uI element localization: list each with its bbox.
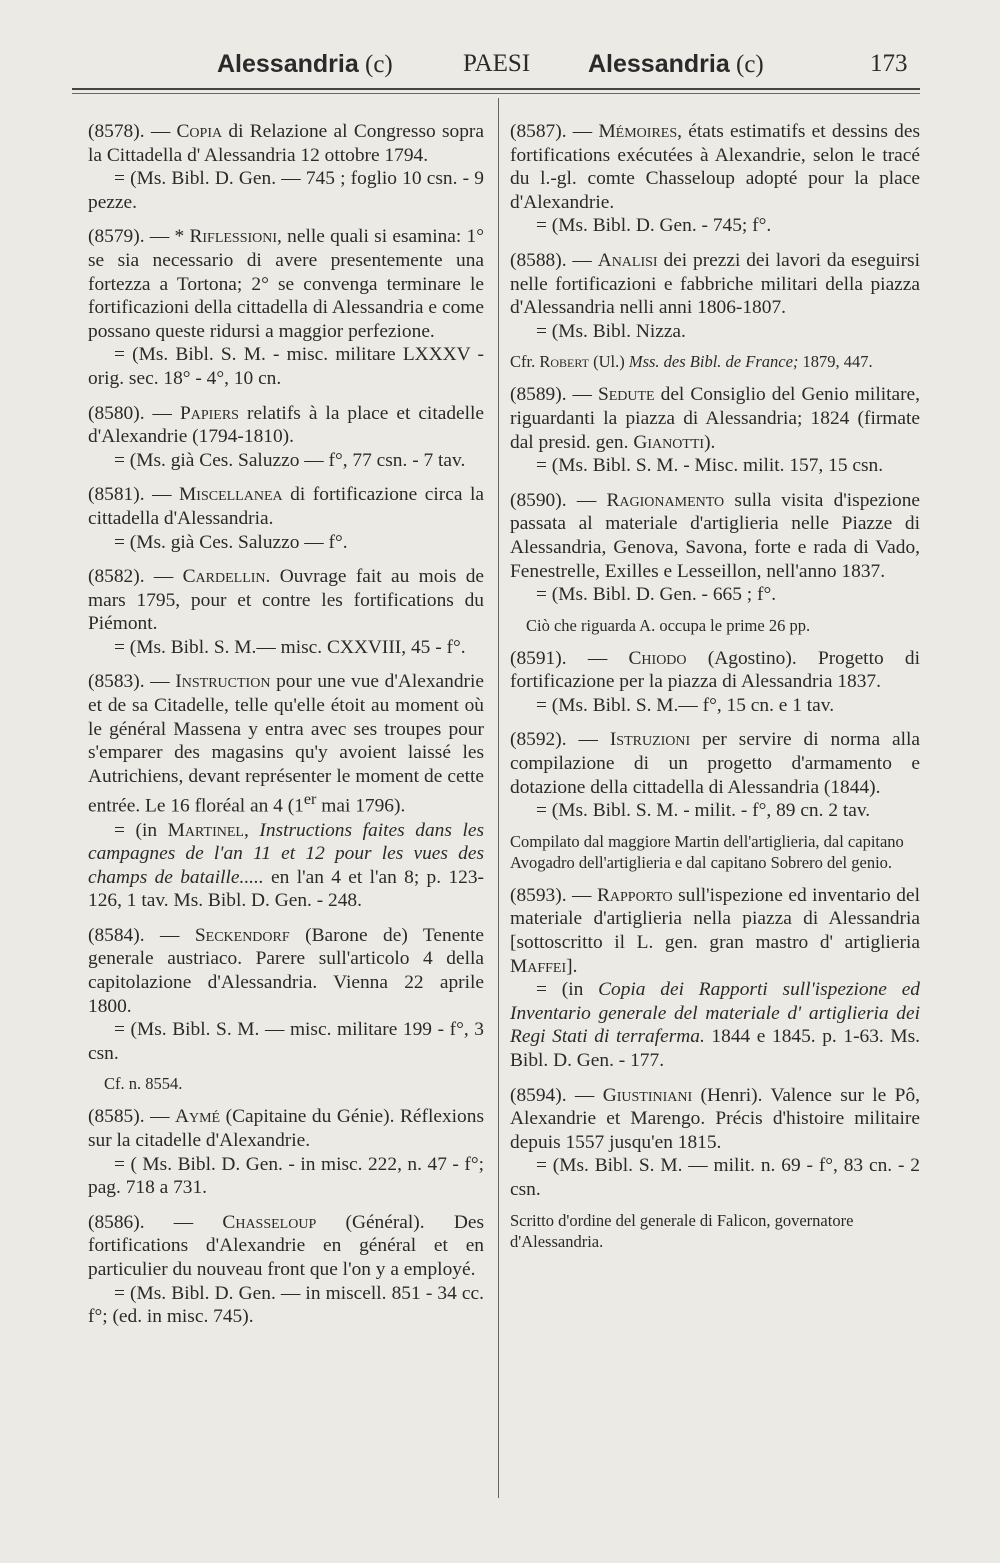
entry-source: = (Ms. già Ces. Saluzzo — f°, 77 csn. - 7 tav. bbox=[114, 449, 466, 471]
entry-source: = (Ms. Bibl. S. M. - milit. - f°, 89 cn. 2 tav. bbox=[536, 800, 871, 822]
entry-source: = (Ms. Bibl. D. Gen. — in miscell. 851 - 34 cc. f°; (ed. in misc. 745). bbox=[88, 1282, 484, 1328]
entry-keyword: Cardellin bbox=[182, 566, 266, 588]
entry-8593: (8593). — Rapporto sull'ispezione ed inventario del materiale d'artiglieria nella piazza di Alessandria [sottoscritto il L. gen. gran mastro d' artiglieria Maffei]. = (in Copia dei Rapporti sull'ispezione ed Inventario generale del materiale d' artiglieria dei Regi Stati di terraferma. 1844 e 1845. p. 1-63. Ms. Bibl. D. Gen. - 177. bbox=[510, 884, 920, 1071]
entry-8582: (8582). — Cardellin. Ouvrage fait au mois de mars 1795, pour et contre les fortifications du Piémont. = (Ms. Bibl. S. M.— misc. CXXVIII, 45 - f°. bbox=[88, 566, 485, 658]
header-center: PAESI bbox=[463, 50, 531, 77]
entry-text: relatifs à la place et citadelle d'Alexandrie (1794-1810). bbox=[88, 402, 484, 448]
entry-source: = ( Ms. Bibl. D. Gen. - in misc. 222, n. 47 - f°; pag. 718 a 731. bbox=[88, 1153, 484, 1199]
entry-8578: (8578). — Copia di Relazione al Congresso sopra la Cittadella d' Alessandria 12 ottobre 1794. = (Ms. Bibl. D. Gen. — 745 ; foglio 10 csn. - 9 pezze. bbox=[88, 121, 484, 213]
entry-keyword: Miscellanea bbox=[179, 484, 283, 506]
entry-8581: (8581). — Miscellanea di fortificazione circa la cittadella d'Alessandria. = (Ms. già Ces. Saluzzo — f°. bbox=[88, 484, 484, 553]
entry-text: , états estimatifs et dessins des fortifications exécutées à Alexandrie, selon le tracé du l.-gl. comte Chasseloup adopté pour la place d'Alexandrie. bbox=[510, 121, 920, 213]
entry-source: = (Ms. Bibl. S. M. — milit. n. 69 - f°, 83 cn. - 2 csn. bbox=[510, 1155, 920, 1200]
column-divider bbox=[498, 98, 499, 1498]
entry-text: di Relazione al Congresso sopra la Cittadella d' Alessandria 12 ottobre 1794. bbox=[88, 121, 484, 166]
entry-number: (8587). bbox=[510, 121, 567, 142]
source-title: Mss. des Bibl. de France; bbox=[628, 352, 799, 372]
entry-text: . Ouvrage fait au mois de mars 1795, pour et contre les fortifications du Piémont. bbox=[88, 566, 485, 635]
entry-number: (8588). bbox=[510, 249, 567, 271]
entry-keyword: Aymé bbox=[175, 1106, 221, 1128]
header-left-suffix: (c) bbox=[365, 51, 393, 78]
entry-8584: (8584). — Seckendorf (Barone de) Tenente generale austriaco. Parere sull'articolo 4 della capitolazione d'Alessandria. Vienna 22 aprile 1800. = (Ms. Bibl. S. M. — misc. militare 199 - f°, 3 csn. bbox=[88, 924, 484, 1064]
entry-text: dei prezzi dei lavori da eseguirsi nelle fortificazioni e fabbriche militari della piazza d'Alessandria nelli anni 1806-1807. bbox=[510, 249, 920, 319]
entry-note: Cf. n. 8554. bbox=[104, 1074, 183, 1094]
header-left bbox=[217, 50, 393, 79]
entry-8587: (8587). — Mémoires, états estimatifs et dessins des fortifications exécutées à Alexandrie, selon le tracé du l.-gl. comte Chasseloup adopté pour la place d'Alexandrie. = (Ms. Bibl. D. Gen. - 745; f°. bbox=[510, 121, 920, 237]
source-title: Copia dei Rapporti sull'ispezione ed Inventario generale del materiale d' artiglieria dei Regi Stati di terraferma. bbox=[510, 979, 920, 1048]
author-name: Robert bbox=[539, 352, 589, 372]
entry-8590: (8590). — Ragionamento sulla visita d'ispezione passata al materiale d'artiglieria nelle Piazze di Alessandria, Genova, Savona, forte e rada di Vado, Fenestrelle, Exilles e Lesseillon, nell'anno 1837. = (Ms. Bibl. D. Gen. - 665 ; f°. bbox=[510, 489, 921, 606]
entry-text: pour une vue d'Alexandrie et de sa Citadelle, telle qu'elle étoit au moment où le général Massena y entra avec ses troupes pour s'emparer des magasins qu'y avoient laissé les Autrichiens, devant représenter le moment de cette entrée. Le 16 floréal an 4 (1 bbox=[88, 671, 484, 817]
entry-number: (8585). bbox=[88, 1106, 145, 1128]
entry-text: , nelle quali si esamina: 1° se sia necessario di avere presentemente una fortezza a Tortona; 2° se convenga terminare le fortificazioni della cittadella di Alessandria e come possano queste ridursi a maggior perfezione. bbox=[88, 226, 484, 342]
entry-keyword: Mémoires bbox=[598, 121, 678, 142]
right-column bbox=[510, 120, 920, 1263]
entry-8579: (8579). — * Riflessioni, nelle quali si esamina: 1° se sia necessario di avere presentemente una fortezza a Tortona; 2° se convenga terminare le fortificazioni della cittadella di Alessandria e come possano queste ridursi a maggior perfezione. = (Ms. Bibl. S. M. - misc. militare LXXXV - orig. sec. 18° - 4°, 10 cn. bbox=[88, 226, 484, 389]
entry-8589: (8589). — Sedute del Consiglio del Genio militare, riguardanti la piazza di Alessandria; 1824 (firmate dal presid. gen. Gianotti). = (Ms. Bibl. S. M. - Misc. milit. 157, 15 csn. bbox=[510, 384, 920, 477]
entry-8583: (8583). — Instruction pour une vue d'Alexandrie et de sa Citadelle, telle qu'elle étoit au moment où le général Massena y entra avec ses troupes pour s'emparer des magasins qu'y avoient laissé les Autrichiens, devant représenter le moment de cette entrée. Le 16 floréal an 4 (1er mai 1796). = (in Martinel, Instructions faites dans les campagnes de l'an 11 et 12 pour les vues des champs de bataille..... en l'an 4 et l'an 8; p. 123-126, 1 tav. Ms. Bibl. D. Gen. - 248. bbox=[88, 671, 485, 912]
entry-source: = (Ms. Bibl. S. M.— misc. CXXVIII, 45 - f°. bbox=[114, 636, 466, 658]
entry-source: = (Ms. Bibl. D. Gen. - 665 ; f°. bbox=[536, 584, 777, 606]
entry-keyword: Copia bbox=[176, 121, 223, 142]
header-rule-thick bbox=[72, 88, 920, 90]
entry-8588: (8588). — Analisi dei prezzi dei lavori da eseguirsi nelle fortificazioni e fabbriche militari della piazza d'Alessandria nelli anni 1806-1807. = (Ms. Bibl. Nizza. bbox=[510, 249, 920, 342]
entry-text: del Consiglio del Genio militare, riguardanti la piazza di Alessandria; 1824 (firmate dal presid. gen. bbox=[510, 384, 920, 453]
entry-number: (8594). bbox=[510, 1084, 567, 1106]
header-right-title: Alessandria bbox=[588, 50, 730, 78]
entry-number: (8578). bbox=[88, 121, 145, 142]
entry-8591: (8591). — Chiodo (Agostino). Progetto di fortificazione per la piazza di Alessandria 1837. = (Ms. Bibl. S. M.— f°, 15 cn. e 1 tav. bbox=[510, 647, 920, 716]
entry-keyword: Chasseloup bbox=[222, 1211, 317, 1233]
running-header bbox=[70, 50, 930, 90]
person-name: Gianotti bbox=[633, 431, 705, 453]
entry-8580: (8580). — Papiers relatifs à la place et citadelle d'Alexandrie (1794-1810). = (Ms. già Ces. Saluzzo — f°, 77 csn. - 7 tav. bbox=[88, 402, 484, 471]
superscript: er bbox=[303, 791, 317, 809]
header-left-title: Alessandria bbox=[217, 50, 359, 78]
entry-note: Ciò che riguarda A. occupa le prime 26 pp. bbox=[526, 615, 811, 635]
entry-number: (8582). bbox=[88, 566, 145, 588]
entry-source: = (Ms. Bibl. Nizza. bbox=[536, 320, 686, 342]
person-name: Maffei bbox=[510, 955, 567, 977]
entry-number: (8590). bbox=[510, 489, 567, 511]
entry-number: (8583). bbox=[88, 671, 145, 693]
entry-source: = (Ms. Bibl. S. M.— f°, 15 cn. e 1 tav. bbox=[536, 694, 835, 716]
entry-8585: (8585). — Aymé (Capitaine du Génie). Réflexions sur la citadelle d'Alexandrie. = ( Ms. Bibl. D. Gen. - in misc. 222, n. 47 - f°; pag. 718 a 731. bbox=[88, 1106, 484, 1199]
entry-number: (8581). bbox=[88, 484, 145, 506]
entry-text: (Barone de) Tenente generale austriaco. Parere sull'articolo 4 della capitolazione d'Alessandria. Vienna 22 aprile 1800. bbox=[88, 924, 484, 1017]
entry-note: Compilato dal maggiore Martin dell'artiglieria, dal capitano Avogadro dell'artiglieria e dal capitano Sobrero del genio. bbox=[510, 831, 904, 872]
page-number: 173 bbox=[870, 50, 908, 77]
entry-source: = (in Copia dei Rapporti sull'ispezione ed Inventario generale del materiale d' artiglieria dei Regi Stati di terraferma. 1844 e 1845. p. 1-63. Ms. Bibl. D. Gen. - 177. bbox=[510, 979, 920, 1071]
entry-keyword: Istruzioni bbox=[609, 729, 691, 751]
entry-source: = (in Martinel, Instructions faites dans les campagnes de l'an 11 et 12 pour les vues des champs de bataille..... en l'an 4 et l'an 8; p. 123-126, 1 tav. Ms. Bibl. D. Gen. - 248. bbox=[88, 819, 485, 912]
entry-keyword: Papiers bbox=[179, 402, 239, 424]
entry-keyword: Giustiniani bbox=[602, 1084, 693, 1106]
source-title: Instructions faites dans les campagnes de l'an 11 et 12 pour les vues des champs de bataille..... bbox=[88, 819, 485, 888]
entry-number: (8591). bbox=[510, 647, 567, 669]
entry-text: sulla visita d'ispezione passata al materiale d'artiglieria nelle Piazze di Alessandria, Genova, Savona, forte e rada di Vado, Fenestrelle, Exilles e Lesseillon, nell'anno 1837. bbox=[510, 489, 921, 582]
entry-note: Scritto d'ordine del generale di Falicon, governatore d'Alessandria. bbox=[510, 1210, 854, 1251]
entry-text: di fortificazione circa la cittadella d'Alessandria. bbox=[88, 484, 484, 529]
header-right-suffix: (c) bbox=[736, 51, 764, 78]
entry-text: (Capitaine du Génie). Réflexions sur la citadelle d'Alexandrie. bbox=[88, 1106, 484, 1152]
left-column bbox=[88, 120, 484, 1340]
entry-source: = (Ms. già Ces. Saluzzo — f°. bbox=[114, 531, 348, 553]
entry-keyword: Sedute bbox=[597, 384, 655, 406]
entry-text: (Henri). Valence sur le Pô, Alexandrie et Marengo. Précis d'histoire militaire depuis 1557 jusqu'en 1815. bbox=[510, 1084, 920, 1153]
entry-number: (8580). bbox=[88, 402, 145, 424]
entry-keyword: Seckendorf bbox=[194, 924, 290, 946]
entry-keyword: Rapporto bbox=[596, 884, 673, 906]
entry-source: = (Ms. Bibl. S. M. — misc. militare 199 - f°, 3 csn. bbox=[88, 1019, 484, 1064]
entry-number: (8593). bbox=[510, 884, 567, 906]
entry-8586: (8586). — Chasseloup (Général). Des fortifications d'Alexandrie en général et en particulier du nouveau front que l'on y a employé. = (Ms. Bibl. D. Gen. — in miscell. 851 - 34 cc. f°; (ed. in misc. 745). bbox=[88, 1211, 484, 1328]
entry-number: (8592). bbox=[510, 729, 567, 751]
entry-text: per servire di norma alla compilazione di un progetto d'armamento e dotazione della cittadella di Alessandria (1844). bbox=[510, 729, 920, 798]
header-right bbox=[588, 50, 764, 79]
entry-keyword: Instruction bbox=[175, 671, 271, 693]
entry-text-cont: mai 1796). bbox=[316, 795, 406, 817]
entry-8594: (8594). — Giustiniani (Henri). Valence sur le Pô, Alexandrie et Marengo. Précis d'histoire militaire depuis 1557 jusqu'en 1815. = (Ms. Bibl. S. M. — milit. n. 69 - f°, 83 cn. - 2 csn. bbox=[510, 1084, 920, 1200]
entry-keyword: Riflessioni bbox=[189, 226, 278, 248]
entry-keyword: Chiodo bbox=[628, 647, 687, 669]
entry-text: (Général). Des fortifications d'Alexandrie en général et en particulier du nouveau front que l'on y a employé. bbox=[88, 1211, 484, 1280]
entry-number: (8589). bbox=[510, 384, 567, 406]
entry-source: = (Ms. Bibl. D. Gen. - 745; f°. bbox=[536, 215, 772, 237]
entry-source: = (Ms. Bibl. S. M. - Misc. milit. 157, 15 csn. bbox=[536, 455, 884, 477]
entry-8592: (8592). — Istruzioni per servire di norma alla compilazione di un progetto d'armamento e dotazione della cittadella di Alessandria (1844). = (Ms. Bibl. S. M. - milit. - f°, 89 cn. 2 tav. bbox=[510, 729, 920, 822]
entry-text: (Agostino). Progetto di fortificazione per la piazza di Alessandria 1837. bbox=[510, 647, 920, 693]
author-name: Martinel bbox=[167, 819, 244, 841]
entry-keyword: Analisi bbox=[597, 249, 658, 271]
entry-number: (8586). bbox=[88, 1211, 145, 1233]
entry-note: Cfr. Robert (Ul.) Mss. des Bibl. de France; 1879, 447. bbox=[510, 352, 873, 372]
entry-keyword: Ragionamento bbox=[606, 489, 725, 511]
entry-text: sull'ispezione ed inventario del materiale d'artiglieria nella piazza di Alessandria [sottoscritto il L. gen. gran mastro d' artiglieria bbox=[510, 884, 920, 954]
header-rule-thin bbox=[72, 93, 920, 94]
entry-number: (8584). bbox=[88, 924, 145, 946]
entry-source: = (Ms. Bibl. S. M. - misc. militare LXXXV - orig. sec. 18° - 4°, 10 cn. bbox=[88, 344, 484, 389]
entry-number: (8579). bbox=[88, 226, 145, 248]
entry-source: = (Ms. Bibl. D. Gen. — 745 ; foglio 10 csn. - 9 pezze. bbox=[88, 168, 484, 213]
